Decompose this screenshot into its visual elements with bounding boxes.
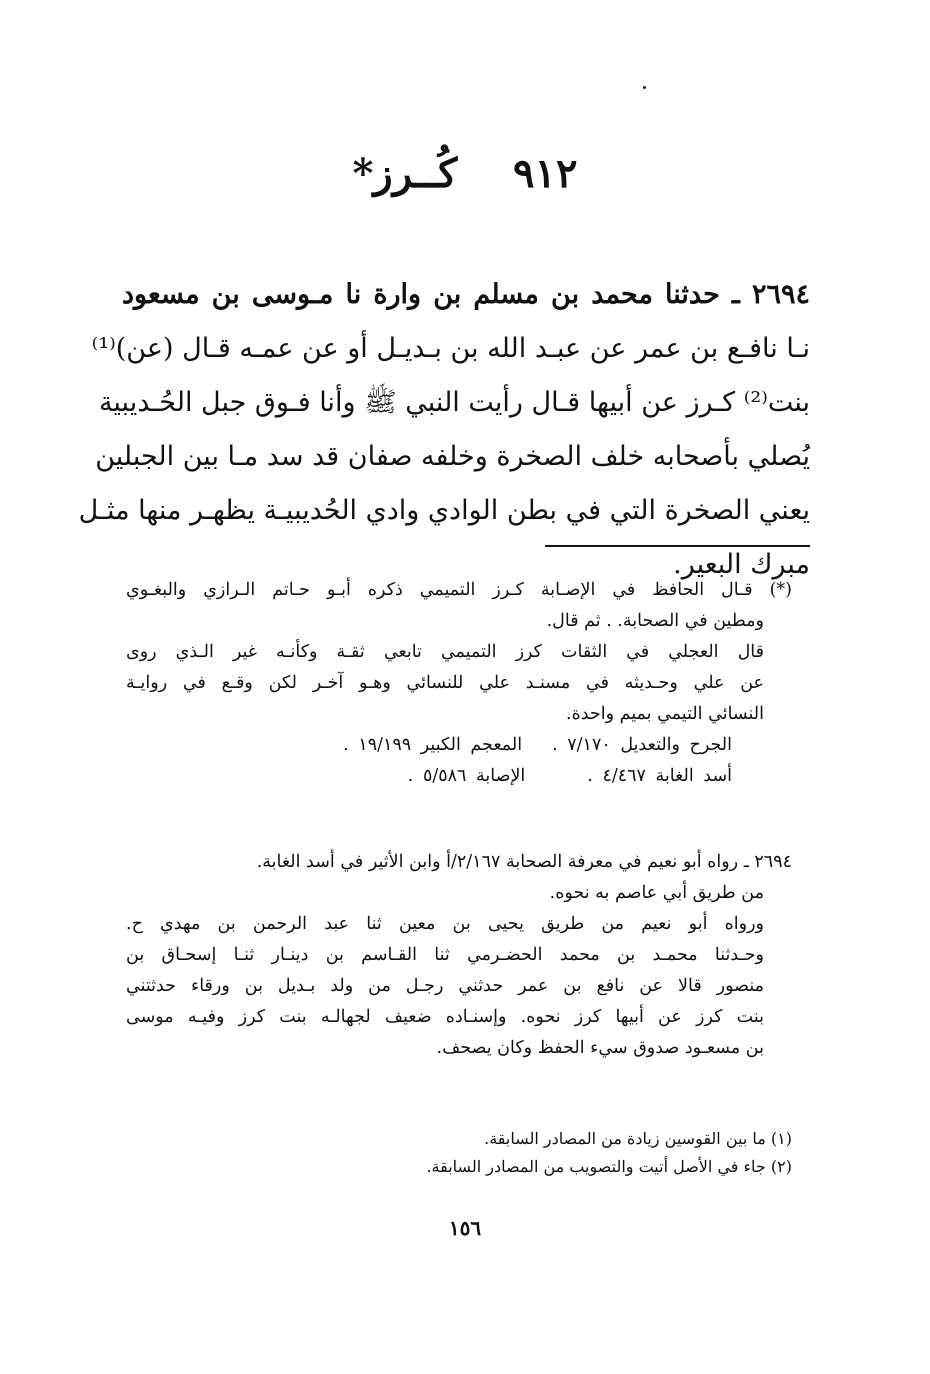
note-line: قال العجلي في الثقات كرز التميمي تابعي ثقـة وكأنـه غير الـذي روى [126, 642, 764, 662]
hadith-line: يعني الصخرة التي في بطن الوادي وادي الحُديبيـة يظهـر منها مثـل [78, 495, 810, 526]
separator-rule [545, 545, 810, 547]
hadith-text [78, 268, 810, 592]
reference: المعجم الكبير ١٩/١٩٩ . [343, 735, 523, 755]
footnotes [126, 1125, 792, 1181]
takhrij-line: ورواه أبو نعيم من طريق يحيى بن معين ثنا عبد الرحمن بن مهدي ح. [126, 914, 764, 934]
takhrij-note [126, 847, 792, 1064]
note-line: النسائي التيمي بميم واحدة. [566, 704, 764, 724]
reference: الجرح والتعديل ٧/١٧٠ . [552, 735, 732, 755]
hadith-line: بنت⁽²⁾ كـرز عن أبيها قـال رأيت النبي ﷺ وأنا فـوق جبل الحُـديبية [98, 387, 810, 418]
takhrij-line: وحـدثنا محمـد بن محمد الحضـرمي ثنا القـاسم بن دينـار ثنـا إسحـاق بن [126, 945, 764, 965]
takhrij-line: ٢٦٩٤ ـ رواه أبو نعيم في معرفة الصحابة ٢/١٦٧/أ وابن الأثير في أسد الغابة. [256, 852, 792, 872]
note-line: ومطين في الصحابة. . ثم قال. [546, 611, 764, 631]
note-line: (*) قـال الحافظ في الإصـابة كـرز التميمي ذكره أبـو حـاتم الـرازي والبغـوي [126, 580, 792, 600]
takhrij-line: بنت كرز عن أبيها كرز نحوه. وإسنـاده ضعيف لجهالـه بنت كرز وفيـه موسى [126, 1007, 764, 1027]
entry-number: ٩١٢ [513, 150, 578, 197]
hadith-line: يُصلي بأصحابه خلف الصخرة وخلفه صفان قد سد مـا بين الجبلين [95, 441, 810, 472]
entry-name: كُــرز* [352, 150, 458, 197]
takhrij-line: بن مسعـود صدوق سيء الحفظ وكان يصحف. [436, 1038, 764, 1058]
biography-note [126, 575, 792, 792]
takhrij-line: منصور قالا عن نافع بن عمر حدثني رجـل من ولد بـديل بن ورقاء حدثتني [126, 976, 764, 996]
reference-line [126, 761, 792, 792]
stray-dot [643, 86, 646, 89]
page-number: ١٥٦ [448, 1216, 482, 1240]
hadith-line: ٢٦٩٤ ـ حدثنا محمد بن مسلم بن وارة نا مـوسى بن مسعود [122, 279, 810, 310]
hadith-line: مبرك البعير. [673, 549, 810, 580]
footnote: (٢) جاء في الأصل أتيت والتصويب من المصادر السابقة. [426, 1157, 792, 1176]
footnote: (١) ما بين القوسين زيادة من المصادر السابقة. [484, 1129, 792, 1148]
reference: الإصابة ٥/٥٨٦ . [407, 766, 526, 786]
reference: أسد الغابة ٤/٤٦٧ . [587, 766, 732, 786]
takhrij-line: من طريق أبي عاصم به نحوه. [549, 883, 764, 903]
hadith-line: نـا نافـع بن عمر عن عبـد الله بن بـديـل أو عن عمـه قـال (عن)⁽¹⁾ [91, 333, 810, 364]
note-line: عن علي وحـديثه في مسنـد علي للنسائي وهـو آخـر لكن وقـع في روايـة [126, 673, 764, 693]
entry-heading [0, 150, 930, 197]
reference-line [126, 730, 792, 761]
